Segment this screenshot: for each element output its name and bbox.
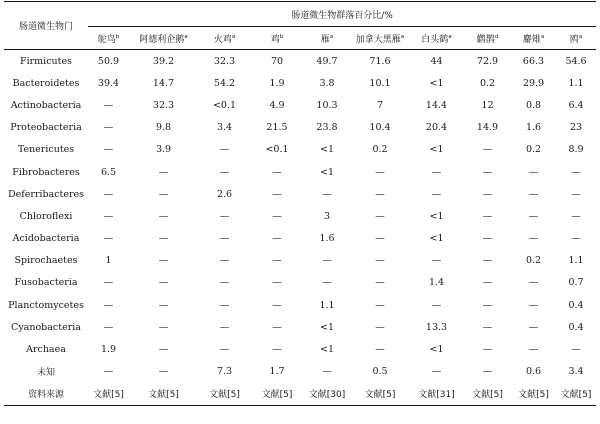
table-cell: — [571, 210, 581, 222]
source-cell: 文献[5] [518, 390, 549, 401]
column-header-footnote: b [279, 33, 284, 40]
source-row-label: 资料来源 [27, 390, 64, 401]
phylum-label: Chloroflexi [19, 210, 73, 222]
table-cell: 3.4 [216, 122, 233, 134]
table-cell: 1.6 [525, 122, 542, 134]
table-cell: — [158, 299, 169, 311]
phylum-label: Actinobacteria [10, 99, 82, 111]
table-cell: — [103, 233, 114, 245]
column-header-footnote: a [540, 33, 545, 40]
table-cell: — [528, 210, 539, 222]
table-cell: — [482, 233, 493, 245]
table-cell: 70 [270, 55, 284, 67]
row-label-header: 肠道微生物门 [4, 2, 88, 50]
source-row [4, 383, 596, 406]
phylum-label: Archaea [26, 344, 66, 356]
table-cell: — [482, 299, 493, 311]
table-cell: — [272, 210, 282, 222]
table-cell: <1 [429, 77, 444, 89]
table-cell: — [219, 344, 230, 356]
table-cell: <1 [319, 344, 334, 356]
table-cell: 71.6 [369, 55, 391, 67]
column-header-footnote: a [400, 33, 405, 40]
source-cell: 文献[5] [472, 390, 503, 401]
column-header [409, 27, 464, 50]
column-header-label: 白头鹤 [421, 34, 449, 45]
table-cell: — [103, 210, 114, 222]
table-cell: — [571, 188, 581, 200]
column-header-footnote: a [231, 33, 236, 40]
column-header-footnote: a [329, 33, 334, 40]
table-row [4, 294, 596, 316]
table-cell: 14.7 [152, 77, 175, 89]
column-header-label: 鸵鸟 [97, 34, 116, 45]
table-cell: — [528, 233, 539, 245]
column-header-footnote: a [578, 33, 583, 40]
table-cell: 1 [105, 255, 112, 267]
table-cell: 50.9 [97, 55, 120, 67]
column-header [303, 27, 351, 50]
phylum-label: Fibrobacteres [12, 166, 80, 178]
table-cell: 7 [376, 99, 384, 111]
source-cell: 文献[5] [148, 390, 179, 401]
table-cell: 3.4 [568, 366, 584, 378]
table-cell: 0.7 [568, 277, 584, 289]
column-header [198, 27, 251, 50]
table-cell: 32.3 [213, 55, 236, 67]
phylum-label: Bacteroidetes [12, 77, 80, 89]
phylum-label: Tenericutes [17, 144, 75, 156]
table-row [4, 117, 596, 139]
column-header [556, 27, 596, 50]
table-cell: <1 [429, 144, 444, 156]
table-cell: — [272, 255, 282, 267]
table-row [4, 316, 596, 338]
table-row [4, 338, 596, 360]
table-cell: — [158, 255, 169, 267]
table-cell: — [158, 210, 169, 222]
table-cell: — [482, 277, 493, 289]
table-cell: — [482, 321, 493, 333]
column-header [88, 27, 129, 50]
table-cell: 1.9 [269, 77, 285, 89]
table-cell: 1.1 [568, 255, 584, 267]
table-cell: — [219, 233, 230, 245]
table-cell: — [571, 344, 581, 356]
table-cell: — [528, 321, 539, 333]
column-header [511, 27, 556, 50]
table-row [4, 161, 596, 183]
table-cell: <0.1 [265, 144, 289, 156]
table-cell: — [272, 321, 282, 333]
table-cell: 14.9 [476, 122, 499, 134]
table-cell: — [322, 255, 332, 267]
table-cell: — [158, 277, 169, 289]
table-cell: — [375, 255, 385, 267]
table-cell: 3.9 [155, 144, 172, 156]
table-cell: — [272, 166, 282, 178]
column-header-footnote: b [115, 33, 120, 40]
table-cell: 0.8 [525, 99, 542, 111]
column-header-footnote: a [448, 33, 452, 40]
table-cell: — [482, 210, 493, 222]
table-cell: — [158, 321, 169, 333]
phylum-label: 未知 [36, 368, 55, 379]
table-cell: <1 [319, 321, 334, 333]
table-cell: 0.2 [372, 144, 388, 156]
table-cell: 72.9 [476, 55, 499, 67]
source-cell: 文献[31] [418, 390, 455, 401]
column-header [129, 27, 198, 50]
table-cell: 0.6 [525, 366, 542, 378]
table-cell: — [272, 277, 282, 289]
table-cell: — [103, 277, 114, 289]
table-cell: 13.3 [425, 321, 448, 333]
source-cell: 文献[5] [209, 390, 240, 401]
column-header-footnote: d [494, 33, 499, 40]
table-cell: 12 [481, 99, 494, 111]
table-cell: — [528, 188, 539, 200]
column-header-label: 阿德利企鹅 [139, 34, 185, 45]
table-cell: — [158, 166, 169, 178]
table-cell: — [219, 277, 230, 289]
table-cell: 1.7 [269, 366, 285, 378]
table-cell: 10.3 [316, 99, 338, 111]
header-row-group [4, 2, 596, 27]
table-row [4, 72, 596, 94]
table-cell: — [482, 188, 493, 200]
table-row [4, 272, 596, 294]
table-cell: 0.5 [372, 366, 388, 378]
table-cell: — [219, 166, 230, 178]
table-cell: 29.9 [522, 77, 545, 89]
table-cell: 23.8 [316, 122, 338, 134]
table-cell: 3.8 [319, 77, 335, 89]
group-title-header: 肠道微生物群落百分比/% [88, 2, 596, 27]
table-cell: — [272, 233, 282, 245]
table-cell: — [375, 166, 385, 178]
column-header-label: 鸡 [270, 34, 280, 45]
column-header [251, 27, 303, 50]
table-cell: — [158, 188, 169, 200]
table-cell: 49.7 [316, 55, 338, 67]
table-cell: 54.6 [565, 55, 587, 67]
table-cell: — [219, 321, 230, 333]
phylum-label: Proteobacteria [10, 122, 82, 134]
table-cell: — [482, 144, 493, 156]
column-header-row [4, 27, 596, 50]
table-cell: — [219, 210, 230, 222]
table-cell: — [103, 99, 114, 111]
table-cell: — [528, 344, 539, 356]
source-cell: 文献[5] [93, 390, 124, 401]
table-cell: — [431, 299, 442, 311]
table-cell: — [375, 277, 385, 289]
table-cell: 8.9 [568, 144, 584, 156]
table-cell: 21.5 [266, 122, 288, 134]
table-cell: <1 [319, 166, 334, 178]
table-cell: 9.8 [155, 122, 172, 134]
table-cell: 4.9 [269, 99, 285, 111]
table-cell: 32.3 [152, 99, 175, 111]
table-cell: <1 [429, 344, 444, 356]
table-cell: — [272, 299, 282, 311]
table-row [4, 139, 596, 161]
table-cell: — [322, 277, 332, 289]
table-cell: — [482, 166, 493, 178]
table-cell: 7.3 [216, 366, 233, 378]
table-row [4, 50, 596, 73]
table-cell: — [219, 299, 230, 311]
table-cell: 0.2 [479, 77, 496, 89]
table-cell: — [103, 188, 114, 200]
table-cell: — [322, 366, 332, 378]
table-cell: 6.5 [100, 166, 117, 178]
table-cell: 1.4 [428, 277, 445, 289]
table-cell: — [158, 344, 169, 356]
table-cell: — [482, 344, 493, 356]
column-header-label: 雁 [320, 34, 330, 45]
column-header-label: 火鸡 [213, 34, 232, 45]
table-cell: <1 [429, 210, 444, 222]
table-cell: 14.4 [425, 99, 448, 111]
table-row [4, 205, 596, 227]
table-cell: 39.2 [152, 55, 175, 67]
table-cell: <1 [429, 233, 444, 245]
table-cell: — [528, 299, 539, 311]
phylum-label: Deferribacteres [7, 188, 85, 200]
table-cell: — [375, 233, 385, 245]
phylum-label: Fusobacteria [14, 277, 78, 289]
table-cell: — [103, 122, 114, 134]
column-header-label: 麝雉 [522, 34, 541, 45]
table-row [4, 250, 596, 272]
table-cell: — [571, 166, 581, 178]
phylum-label: Firmicutes [20, 55, 72, 67]
table-cell: — [103, 144, 114, 156]
table-cell: — [375, 344, 385, 356]
table-cell: — [375, 321, 385, 333]
table-body [4, 50, 596, 406]
table-cell: — [272, 344, 282, 356]
source-cell: 文献[5] [364, 390, 396, 401]
table-cell: — [219, 255, 230, 267]
table-cell: — [158, 366, 169, 378]
table-row [4, 361, 596, 383]
column-header-label: 鹳鹊 [476, 34, 495, 45]
table-cell: 0.2 [525, 255, 542, 267]
table-cell: 10.4 [369, 122, 391, 134]
column-header-label: 加拿大黑雁 [355, 34, 401, 45]
table-cell: — [158, 233, 169, 245]
table-cell: — [431, 255, 442, 267]
table-cell: — [219, 144, 230, 156]
column-header-footnote: a [184, 33, 188, 40]
table-cell: 1.9 [100, 344, 117, 356]
table-cell: — [375, 299, 385, 311]
table-cell: — [482, 366, 493, 378]
table-cell: — [571, 233, 581, 245]
table-cell: 23 [569, 122, 583, 134]
table-cell: <1 [319, 144, 334, 156]
table-cell: 3 [323, 210, 331, 222]
table-cell: — [482, 255, 493, 267]
table-cell: — [322, 188, 332, 200]
source-cell: 文献[30] [308, 390, 346, 401]
table-row [4, 183, 596, 205]
table-row [4, 228, 596, 250]
phylum-label: Spirochaetes [14, 255, 78, 267]
table-cell: 39.4 [97, 77, 120, 89]
table-cell: — [528, 166, 539, 178]
table-cell: <0.1 [212, 99, 237, 111]
table-cell: 1.6 [319, 233, 335, 245]
table-cell: — [431, 166, 442, 178]
phylum-label: Acidobacteria [12, 233, 80, 245]
table-cell: 1.1 [319, 299, 335, 311]
table-cell: — [431, 188, 442, 200]
gut-microbiota-table [4, 1, 596, 406]
source-cell: 文献[5] [261, 390, 293, 401]
table-cell: 0.2 [525, 144, 542, 156]
column-header [351, 27, 409, 50]
phylum-label: Cyanobacteria [11, 321, 81, 333]
table-cell: 6.4 [568, 99, 584, 111]
table-cell: — [375, 188, 385, 200]
phylum-label: Planctomycetes [8, 299, 84, 311]
table-cell: 54.2 [213, 77, 236, 89]
column-header-label: 鸥 [569, 34, 579, 45]
table-cell: 1.1 [568, 77, 584, 89]
table-cell: 10.1 [369, 77, 391, 89]
table-cell: — [272, 188, 282, 200]
table-cell: — [431, 366, 442, 378]
table-cell: 20.4 [425, 122, 448, 134]
table-row [4, 94, 596, 116]
table-cell: 44 [430, 55, 443, 67]
source-cell: 文献[5] [560, 390, 592, 401]
table-cell: — [375, 210, 385, 222]
table-cell: — [103, 366, 114, 378]
table-cell: 2.6 [216, 188, 233, 200]
table-cell: 0.4 [568, 299, 584, 311]
column-header [464, 27, 511, 50]
table-cell: — [103, 299, 114, 311]
table-cell: — [528, 277, 539, 289]
table-cell: — [103, 321, 114, 333]
table-cell: 66.3 [522, 55, 545, 67]
table-cell: 0.4 [568, 321, 584, 333]
